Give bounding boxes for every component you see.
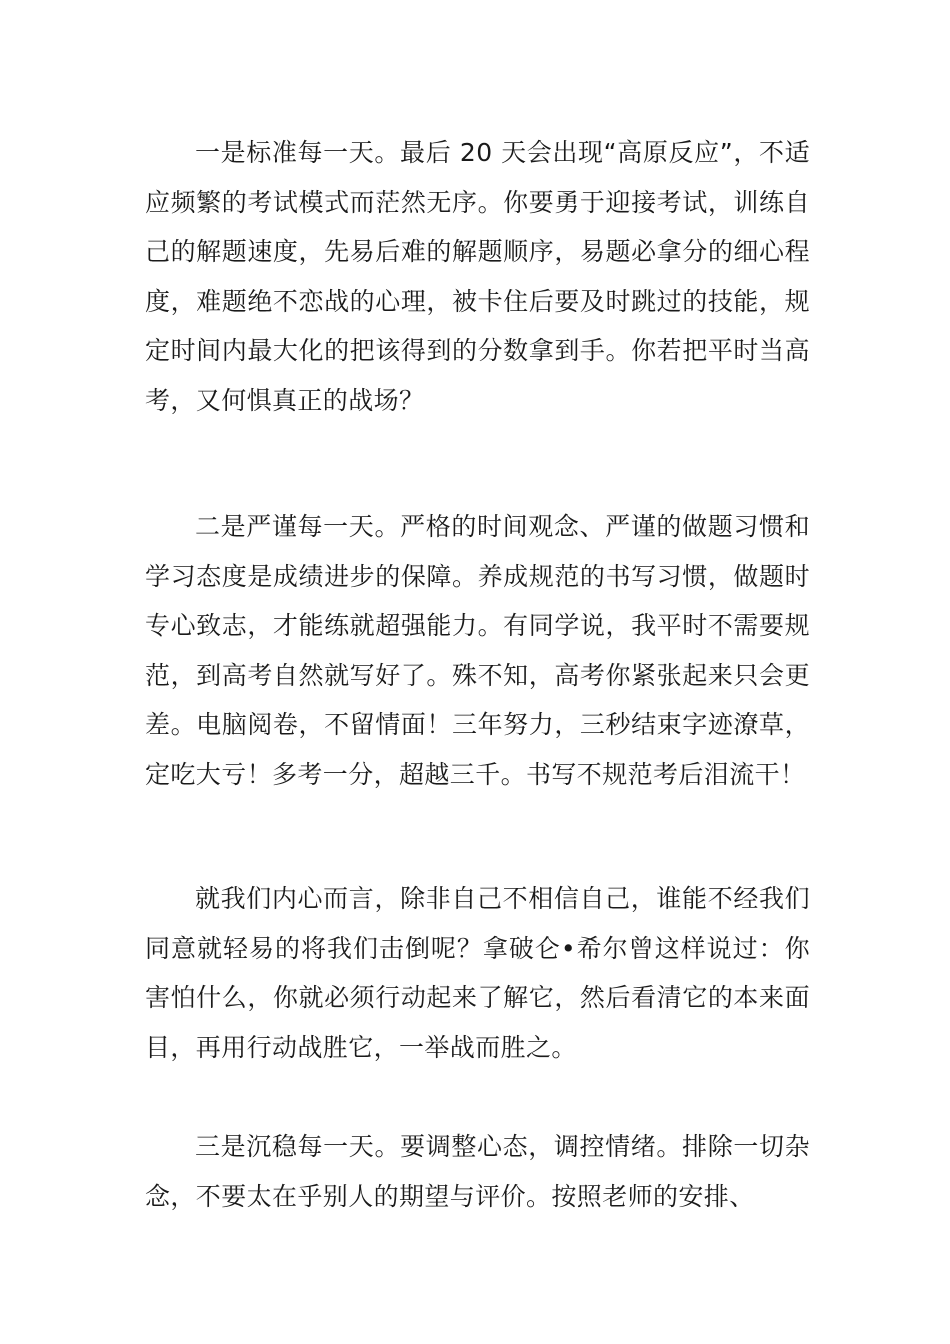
paragraph-inner-confidence: 就我们内心而言，除非自己不相信自己，谁能不经我们同意就轻易的将我们击倒呢？拿破仑•希尔曾这样说过：你害怕什么，你就必须行动起来了解它，然后看清它的本来面目，再用行动战胜它，一举战而胜之。 <box>145 884 810 1062</box>
paragraph-rigorous-every-day: 二是严谨每一天。严格的时间观念、严谨的做题习惯和学习态度是成绩进步的保障。养成规范的书写习惯，做题时专心致志，才能练就超强能力。有同学说，我平时不需要规范，到高考自然就写好了。殊不知，高考你紧张起来只会更差。电脑阅卷，不留情面！三年努力，三秒结束字迹潦草，定吃大亏！多考一分，超越三千。书写不规范考后泪流干！ <box>145 512 810 789</box>
paragraph-steady-every-day: 三是沉稳每一天。要调整心态，调控情绪。排除一切杂念，不要太在乎别人的期望与评价。按照老师的安排、 <box>145 1132 810 1211</box>
paragraph-standard-every-day: 一是标准每一天。最后 20 天会出现“高原反应”，不适应频繁的考试模式而茫然无序。你要勇于迎接考试，训练自己的解题速度，先易后难的解题顺序，易题必拿分的细心程度，难题绝不恋战的心理，被卡住后要及时跳过的技能，规定时间内最大化的把该得到的分数拿到手。你若把平时当高考，又何惧真正的战场？ <box>145 138 810 415</box>
